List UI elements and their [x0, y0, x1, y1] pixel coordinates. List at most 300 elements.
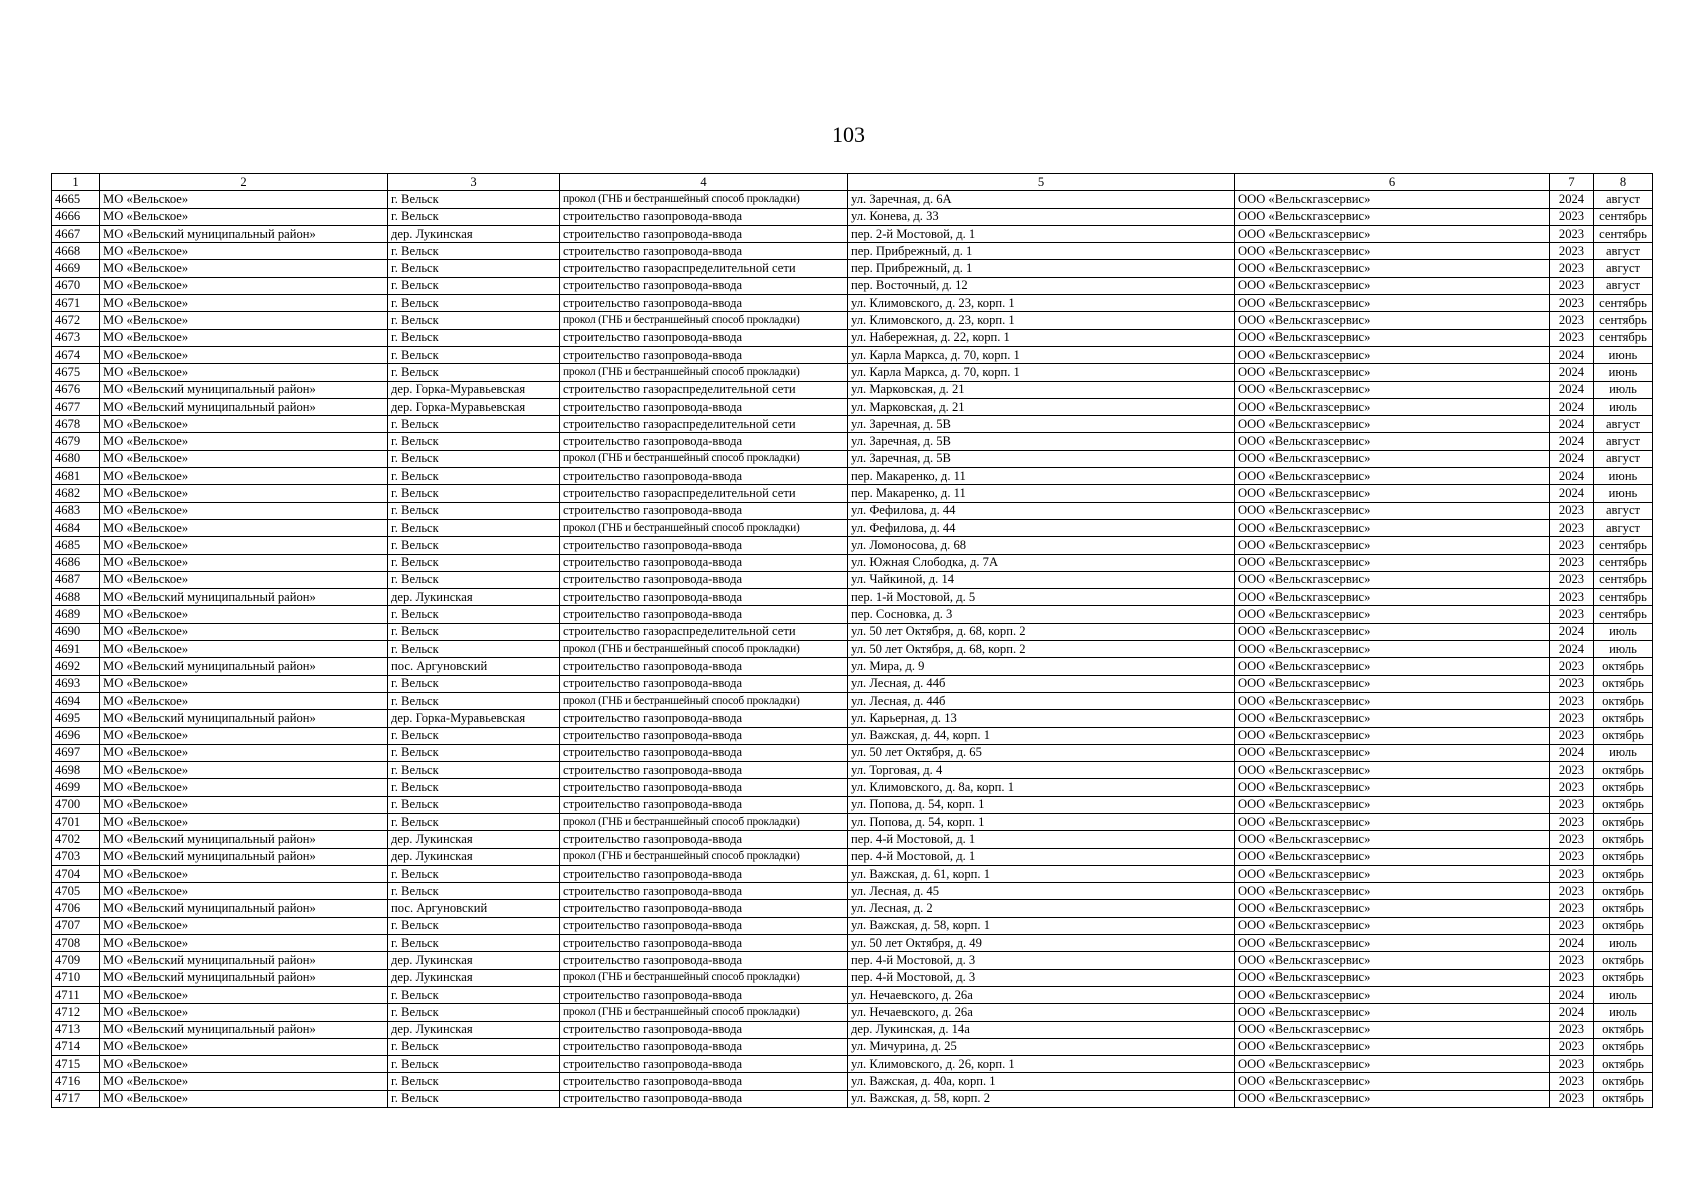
municipality-cell: МО «Вельский муниципальный район» [100, 658, 388, 675]
year-cell: 2023 [1550, 848, 1594, 865]
table-row [52, 762, 1653, 779]
row-number-cell: 4681 [52, 468, 100, 485]
contractor-cell: ООО «Вельскгазсервис» [1235, 554, 1550, 571]
address-cell: ул. Заречная, д. 6А [848, 191, 1235, 208]
address-cell: ул. Заречная, д. 5В [848, 450, 1235, 467]
month-cell: июль [1594, 986, 1653, 1003]
settlement-cell: дер. Горка-Муравьевская [388, 710, 560, 727]
work-type-cell: прокол (ГНБ и бестраншейный способ прокладки) [560, 312, 848, 329]
row-number-cell: 4695 [52, 710, 100, 727]
address-cell: ул. Климовского, д. 23, корп. 1 [848, 312, 1235, 329]
work-type-cell: строительство газопровода-ввода [560, 883, 848, 900]
month-cell: август [1594, 519, 1653, 536]
row-number-cell: 4685 [52, 537, 100, 554]
table-body [52, 191, 1653, 1108]
year-cell: 2024 [1550, 346, 1594, 363]
month-cell: сентябрь [1594, 537, 1653, 554]
municipality-cell: МО «Вельское» [100, 865, 388, 882]
address-cell: ул. Попова, д. 54, корп. 1 [848, 796, 1235, 813]
settlement-cell: г. Вельск [388, 1056, 560, 1073]
address-cell: ул. Заречная, д. 5В [848, 433, 1235, 450]
year-cell: 2023 [1550, 779, 1594, 796]
month-cell: октябрь [1594, 1021, 1653, 1038]
row-number-cell: 4670 [52, 277, 100, 294]
month-cell: сентябрь [1594, 329, 1653, 346]
table-row [52, 1073, 1653, 1090]
year-cell: 2023 [1550, 260, 1594, 277]
work-type-cell: строительство газопровода-ввода [560, 1021, 848, 1038]
row-number-cell: 4686 [52, 554, 100, 571]
settlement-cell: г. Вельск [388, 1073, 560, 1090]
work-type-cell: строительство газопровода-ввода [560, 865, 848, 882]
municipality-cell: МО «Вельское» [100, 813, 388, 830]
municipality-cell: МО «Вельское» [100, 329, 388, 346]
contractor-cell: ООО «Вельскгазсервис» [1235, 485, 1550, 502]
column-header: 8 [1594, 174, 1653, 191]
contractor-cell: ООО «Вельскгазсервис» [1235, 191, 1550, 208]
settlement-cell: г. Вельск [388, 1090, 560, 1107]
municipality-cell: МО «Вельское» [100, 295, 388, 312]
row-number-cell: 4706 [52, 900, 100, 917]
address-cell: пер. Макаренко, д. 11 [848, 485, 1235, 502]
settlement-cell: г. Вельск [388, 295, 560, 312]
municipality-cell: МО «Вельское» [100, 1038, 388, 1055]
year-cell: 2024 [1550, 623, 1594, 640]
address-cell: ул. Фефилова, д. 44 [848, 519, 1235, 536]
address-cell: ул. Марковская, д. 21 [848, 398, 1235, 415]
month-cell: июнь [1594, 364, 1653, 381]
table-row [52, 1021, 1653, 1038]
municipality-cell: МО «Вельское» [100, 519, 388, 536]
table-row [52, 191, 1653, 208]
table-row [52, 623, 1653, 640]
gasification-table [51, 173, 1653, 1108]
municipality-cell: МО «Вельское» [100, 260, 388, 277]
month-cell: октябрь [1594, 917, 1653, 934]
month-cell: июль [1594, 623, 1653, 640]
month-cell: июль [1594, 744, 1653, 761]
municipality-cell: МО «Вельское» [100, 502, 388, 519]
address-cell: ул. Мичурина, д. 25 [848, 1038, 1235, 1055]
table-row [52, 952, 1653, 969]
year-cell: 2023 [1550, 692, 1594, 709]
settlement-cell: г. Вельск [388, 779, 560, 796]
settlement-cell: г. Вельск [388, 727, 560, 744]
column-header: 4 [560, 174, 848, 191]
address-cell: ул. Нечаевского, д. 26а [848, 1004, 1235, 1021]
contractor-cell: ООО «Вельскгазсервис» [1235, 831, 1550, 848]
contractor-cell: ООО «Вельскгазсервис» [1235, 917, 1550, 934]
work-type-cell: строительство газораспределительной сети [560, 416, 848, 433]
table-row [52, 813, 1653, 830]
work-type-cell: строительство газопровода-ввода [560, 346, 848, 363]
municipality-cell: МО «Вельское» [100, 537, 388, 554]
municipality-cell: МО «Вельское» [100, 986, 388, 1003]
row-number-cell: 4666 [52, 208, 100, 225]
table-row [52, 883, 1653, 900]
address-cell: ул. Мира, д. 9 [848, 658, 1235, 675]
work-type-cell: строительство газопровода-ввода [560, 935, 848, 952]
settlement-cell: дер. Лукинская [388, 1021, 560, 1038]
month-cell: октябрь [1594, 727, 1653, 744]
column-header: 6 [1235, 174, 1550, 191]
municipality-cell: МО «Вельский муниципальный район» [100, 900, 388, 917]
settlement-cell: г. Вельск [388, 554, 560, 571]
contractor-cell: ООО «Вельскгазсервис» [1235, 969, 1550, 986]
settlement-cell: г. Вельск [388, 917, 560, 934]
row-number-cell: 4676 [52, 381, 100, 398]
table-row [52, 1056, 1653, 1073]
work-type-cell: прокол (ГНБ и бестраншейный способ прокладки) [560, 191, 848, 208]
contractor-cell: ООО «Вельскгазсервис» [1235, 1056, 1550, 1073]
table-row [52, 364, 1653, 381]
settlement-cell: дер. Лукинская [388, 969, 560, 986]
address-cell: ул. Лесная, д. 44б [848, 675, 1235, 692]
contractor-cell: ООО «Вельскгазсервис» [1235, 865, 1550, 882]
month-cell: октябрь [1594, 865, 1653, 882]
contractor-cell: ООО «Вельскгазсервис» [1235, 225, 1550, 242]
month-cell: август [1594, 277, 1653, 294]
settlement-cell: г. Вельск [388, 762, 560, 779]
municipality-cell: МО «Вельское» [100, 364, 388, 381]
month-cell: июнь [1594, 468, 1653, 485]
month-cell: октябрь [1594, 762, 1653, 779]
settlement-cell: дер. Лукинская [388, 952, 560, 969]
table-row [52, 900, 1653, 917]
work-type-cell: строительство газопровода-ввода [560, 589, 848, 606]
address-cell: ул. 50 лет Октября, д. 68, корп. 2 [848, 623, 1235, 640]
address-cell: ул. Попова, д. 54, корп. 1 [848, 813, 1235, 830]
address-cell: ул. Важская, д. 40а, корп. 1 [848, 1073, 1235, 1090]
month-cell: август [1594, 450, 1653, 467]
row-number-cell: 4682 [52, 485, 100, 502]
table-row [52, 796, 1653, 813]
table-row [52, 277, 1653, 294]
month-cell: октябрь [1594, 692, 1653, 709]
row-number-cell: 4669 [52, 260, 100, 277]
settlement-cell: г. Вельск [388, 796, 560, 813]
month-cell: июнь [1594, 346, 1653, 363]
work-type-cell: прокол (ГНБ и бестраншейный способ прокладки) [560, 519, 848, 536]
row-number-cell: 4713 [52, 1021, 100, 1038]
municipality-cell: МО «Вельский муниципальный район» [100, 710, 388, 727]
year-cell: 2023 [1550, 710, 1594, 727]
municipality-cell: МО «Вельское» [100, 641, 388, 658]
municipality-cell: МО «Вельское» [100, 1090, 388, 1107]
settlement-cell: пос. Аргуновский [388, 658, 560, 675]
table-row [52, 1038, 1653, 1055]
month-cell: август [1594, 260, 1653, 277]
table-row [52, 1004, 1653, 1021]
month-cell: октябрь [1594, 883, 1653, 900]
month-cell: июль [1594, 381, 1653, 398]
column-header: 2 [100, 174, 388, 191]
municipality-cell: МО «Вельский муниципальный район» [100, 831, 388, 848]
year-cell: 2024 [1550, 485, 1594, 502]
month-cell: октябрь [1594, 1090, 1653, 1107]
year-cell: 2023 [1550, 813, 1594, 830]
settlement-cell: г. Вельск [388, 277, 560, 294]
work-type-cell: прокол (ГНБ и бестраншейный способ прокладки) [560, 692, 848, 709]
settlement-cell: г. Вельск [388, 416, 560, 433]
year-cell: 2023 [1550, 883, 1594, 900]
address-cell: пер. 4-й Мостовой, д. 1 [848, 831, 1235, 848]
year-cell: 2024 [1550, 986, 1594, 1003]
contractor-cell: ООО «Вельскгазсервис» [1235, 1038, 1550, 1055]
year-cell: 2023 [1550, 277, 1594, 294]
row-number-cell: 4673 [52, 329, 100, 346]
settlement-cell: г. Вельск [388, 450, 560, 467]
work-type-cell: строительство газопровода-ввода [560, 295, 848, 312]
year-cell: 2023 [1550, 727, 1594, 744]
table-row [52, 658, 1653, 675]
settlement-cell: г. Вельск [388, 260, 560, 277]
table-row [52, 606, 1653, 623]
work-type-cell: строительство газопровода-ввода [560, 917, 848, 934]
row-number-cell: 4691 [52, 641, 100, 658]
month-cell: сентябрь [1594, 208, 1653, 225]
row-number-cell: 4704 [52, 865, 100, 882]
municipality-cell: МО «Вельский муниципальный район» [100, 225, 388, 242]
address-cell: ул. Чайкиной, д. 14 [848, 571, 1235, 588]
contractor-cell: ООО «Вельскгазсервис» [1235, 277, 1550, 294]
month-cell: июль [1594, 1004, 1653, 1021]
municipality-cell: МО «Вельское» [100, 433, 388, 450]
table-row [52, 468, 1653, 485]
address-cell: ул. Заречная, д. 5В [848, 416, 1235, 433]
municipality-cell: МО «Вельское» [100, 554, 388, 571]
settlement-cell: г. Вельск [388, 865, 560, 882]
contractor-cell: ООО «Вельскгазсервис» [1235, 537, 1550, 554]
row-number-cell: 4717 [52, 1090, 100, 1107]
table-row [52, 744, 1653, 761]
year-cell: 2023 [1550, 554, 1594, 571]
row-number-cell: 4708 [52, 935, 100, 952]
row-number-cell: 4698 [52, 762, 100, 779]
year-cell: 2023 [1550, 329, 1594, 346]
municipality-cell: МО «Вельский муниципальный район» [100, 1021, 388, 1038]
work-type-cell: строительство газораспределительной сети [560, 381, 848, 398]
work-type-cell: строительство газопровода-ввода [560, 900, 848, 917]
settlement-cell: г. Вельск [388, 485, 560, 502]
contractor-cell: ООО «Вельскгазсервис» [1235, 710, 1550, 727]
work-type-cell: прокол (ГНБ и бестраншейный способ прокладки) [560, 641, 848, 658]
settlement-cell: дер. Лукинская [388, 225, 560, 242]
settlement-cell: г. Вельск [388, 537, 560, 554]
table-row [52, 865, 1653, 882]
work-type-cell: строительство газопровода-ввода [560, 952, 848, 969]
row-number-cell: 4700 [52, 796, 100, 813]
year-cell: 2023 [1550, 762, 1594, 779]
year-cell: 2023 [1550, 1073, 1594, 1090]
table-row [52, 571, 1653, 588]
municipality-cell: МО «Вельское» [100, 312, 388, 329]
year-cell: 2024 [1550, 450, 1594, 467]
row-number-cell: 4705 [52, 883, 100, 900]
contractor-cell: ООО «Вельскгазсервис» [1235, 450, 1550, 467]
settlement-cell: дер. Лукинская [388, 848, 560, 865]
year-cell: 2023 [1550, 502, 1594, 519]
month-cell: сентябрь [1594, 312, 1653, 329]
work-type-cell: строительство газопровода-ввода [560, 675, 848, 692]
contractor-cell: ООО «Вельскгазсервис» [1235, 433, 1550, 450]
address-cell: ул. Марковская, д. 21 [848, 381, 1235, 398]
contractor-cell: ООО «Вельскгазсервис» [1235, 675, 1550, 692]
work-type-cell: строительство газопровода-ввода [560, 468, 848, 485]
row-number-cell: 4715 [52, 1056, 100, 1073]
table-row [52, 312, 1653, 329]
contractor-cell: ООО «Вельскгазсервис» [1235, 1021, 1550, 1038]
contractor-cell: ООО «Вельскгазсервис» [1235, 762, 1550, 779]
contractor-cell: ООО «Вельскгазсервис» [1235, 416, 1550, 433]
settlement-cell: г. Вельск [388, 433, 560, 450]
municipality-cell: МО «Вельское» [100, 606, 388, 623]
work-type-cell: строительство газопровода-ввода [560, 243, 848, 260]
row-number-cell: 4684 [52, 519, 100, 536]
month-cell: октябрь [1594, 848, 1653, 865]
contractor-cell: ООО «Вельскгазсервис» [1235, 519, 1550, 536]
year-cell: 2023 [1550, 658, 1594, 675]
work-type-cell: строительство газопровода-ввода [560, 208, 848, 225]
municipality-cell: МО «Вельский муниципальный район» [100, 969, 388, 986]
address-cell: ул. Торговая, д. 4 [848, 762, 1235, 779]
municipality-cell: МО «Вельское» [100, 762, 388, 779]
settlement-cell: г. Вельск [388, 312, 560, 329]
year-cell: 2024 [1550, 468, 1594, 485]
table-row [52, 1090, 1653, 1107]
row-number-cell: 4668 [52, 243, 100, 260]
settlement-cell: г. Вельск [388, 986, 560, 1003]
month-cell: июль [1594, 398, 1653, 415]
address-cell: ул. 50 лет Октября, д. 68, корп. 2 [848, 641, 1235, 658]
settlement-cell: г. Вельск [388, 502, 560, 519]
table-row [52, 485, 1653, 502]
work-type-cell: строительство газопровода-ввода [560, 796, 848, 813]
address-cell: ул. Лесная, д. 44б [848, 692, 1235, 709]
address-cell: ул. Набережная, д. 22, корп. 1 [848, 329, 1235, 346]
contractor-cell: ООО «Вельскгазсервис» [1235, 243, 1550, 260]
month-cell: август [1594, 416, 1653, 433]
row-number-cell: 4702 [52, 831, 100, 848]
row-number-cell: 4677 [52, 398, 100, 415]
contractor-cell: ООО «Вельскгазсервис» [1235, 1004, 1550, 1021]
contractor-cell: ООО «Вельскгазсервис» [1235, 641, 1550, 658]
year-cell: 2023 [1550, 312, 1594, 329]
table-row [52, 450, 1653, 467]
municipality-cell: МО «Вельское» [100, 1073, 388, 1090]
year-cell: 2024 [1550, 433, 1594, 450]
settlement-cell: г. Вельск [388, 606, 560, 623]
work-type-cell: строительство газопровода-ввода [560, 779, 848, 796]
year-cell: 2024 [1550, 381, 1594, 398]
address-cell: ул. Климовского, д. 8а, корп. 1 [848, 779, 1235, 796]
municipality-cell: МО «Вельское» [100, 935, 388, 952]
work-type-cell: строительство газопровода-ввода [560, 831, 848, 848]
settlement-cell: г. Вельск [388, 329, 560, 346]
work-type-cell: строительство газопровода-ввода [560, 744, 848, 761]
row-number-cell: 4680 [52, 450, 100, 467]
contractor-cell: ООО «Вельскгазсервис» [1235, 692, 1550, 709]
address-cell: пер. 4-й Мостовой, д. 1 [848, 848, 1235, 865]
contractor-cell: ООО «Вельскгазсервис» [1235, 364, 1550, 381]
year-cell: 2024 [1550, 641, 1594, 658]
work-type-cell: прокол (ГНБ и бестраншейный способ прокладки) [560, 969, 848, 986]
table-row [52, 969, 1653, 986]
table-row [52, 935, 1653, 952]
row-number-cell: 4692 [52, 658, 100, 675]
year-cell: 2023 [1550, 1056, 1594, 1073]
municipality-cell: МО «Вельское» [100, 692, 388, 709]
page-number: 103 [832, 122, 865, 147]
year-cell: 2024 [1550, 935, 1594, 952]
address-cell: ул. Фефилова, д. 44 [848, 502, 1235, 519]
settlement-cell: г. Вельск [388, 692, 560, 709]
settlement-cell: г. Вельск [388, 191, 560, 208]
contractor-cell: ООО «Вельскгазсервис» [1235, 398, 1550, 415]
month-cell: август [1594, 243, 1653, 260]
address-cell: ул. Лесная, д. 2 [848, 900, 1235, 917]
row-number-cell: 4671 [52, 295, 100, 312]
row-number-cell: 4707 [52, 917, 100, 934]
row-number-cell: 4672 [52, 312, 100, 329]
settlement-cell: г. Вельск [388, 641, 560, 658]
contractor-cell: ООО «Вельскгазсервис» [1235, 502, 1550, 519]
municipality-cell: МО «Вельское» [100, 744, 388, 761]
work-type-cell: строительство газопровода-ввода [560, 710, 848, 727]
address-cell: дер. Лукинская, д. 14а [848, 1021, 1235, 1038]
month-cell: август [1594, 433, 1653, 450]
year-cell: 2023 [1550, 208, 1594, 225]
month-cell: октябрь [1594, 952, 1653, 969]
month-cell: июнь [1594, 485, 1653, 502]
work-type-cell: строительство газопровода-ввода [560, 986, 848, 1003]
year-cell: 2023 [1550, 1090, 1594, 1107]
month-cell: июль [1594, 641, 1653, 658]
year-cell: 2023 [1550, 796, 1594, 813]
row-number-cell: 4675 [52, 364, 100, 381]
municipality-cell: МО «Вельское» [100, 277, 388, 294]
municipality-cell: МО «Вельское» [100, 1004, 388, 1021]
table-row [52, 416, 1653, 433]
settlement-cell: пос. Аргуновский [388, 900, 560, 917]
work-type-cell: строительство газопровода-ввода [560, 658, 848, 675]
year-cell: 2023 [1550, 900, 1594, 917]
month-cell: сентябрь [1594, 571, 1653, 588]
municipality-cell: МО «Вельское» [100, 623, 388, 640]
settlement-cell: г. Вельск [388, 623, 560, 640]
settlement-cell: г. Вельск [388, 519, 560, 536]
year-cell: 2024 [1550, 744, 1594, 761]
contractor-cell: ООО «Вельскгазсервис» [1235, 329, 1550, 346]
settlement-cell: дер. Лукинская [388, 831, 560, 848]
address-cell: ул. Важская, д. 61, корп. 1 [848, 865, 1235, 882]
settlement-cell: г. Вельск [388, 883, 560, 900]
year-cell: 2023 [1550, 571, 1594, 588]
municipality-cell: МО «Вельское» [100, 485, 388, 502]
contractor-cell: ООО «Вельскгазсервис» [1235, 468, 1550, 485]
row-number-cell: 4711 [52, 986, 100, 1003]
work-type-cell: строительство газопровода-ввода [560, 1073, 848, 1090]
row-number-cell: 4716 [52, 1073, 100, 1090]
year-cell: 2023 [1550, 589, 1594, 606]
contractor-cell: ООО «Вельскгазсервис» [1235, 744, 1550, 761]
contractor-cell: ООО «Вельскгазсервис» [1235, 623, 1550, 640]
table-row [52, 848, 1653, 865]
row-number-cell: 4678 [52, 416, 100, 433]
month-cell: октябрь [1594, 1038, 1653, 1055]
municipality-cell: МО «Вельский муниципальный район» [100, 589, 388, 606]
year-cell: 2023 [1550, 917, 1594, 934]
